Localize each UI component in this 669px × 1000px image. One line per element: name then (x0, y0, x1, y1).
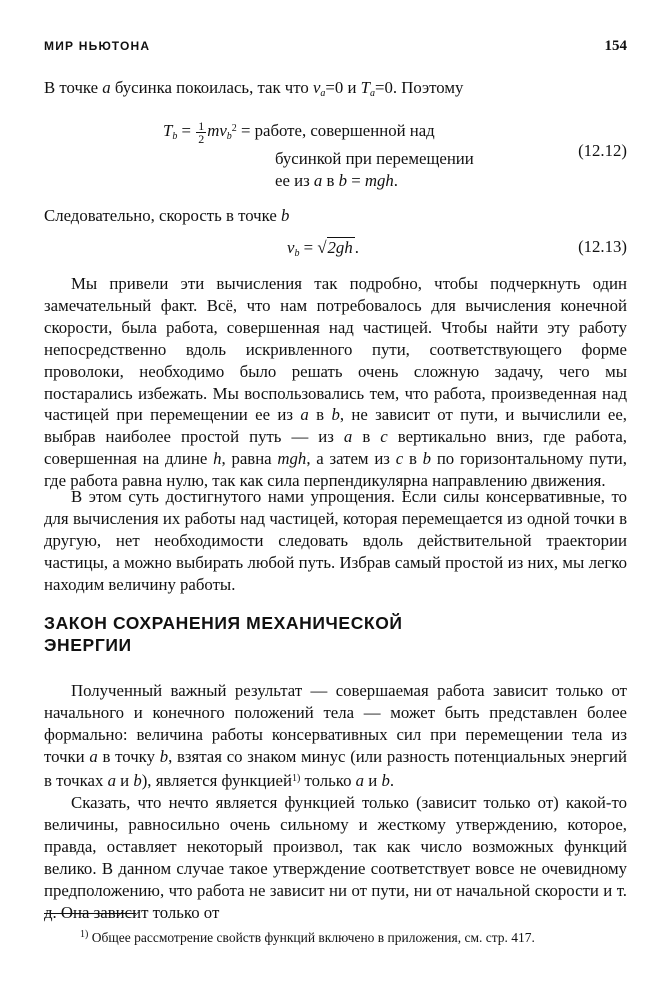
equation-number-12-12: (12.12) (578, 141, 627, 160)
section-title: ЗАКОН СОХРАНЕНИЯ МЕХАНИЧЕСКОЙ ЭНЕРГИИ (44, 613, 403, 655)
running-title: МИР НЬЮТОНА (44, 39, 151, 53)
paragraph-1: Мы привели эти вычисления так подробно, чтобы подчеркнуть один замечательный факт. Всё, что нам потребовалось для вычисления конечной скорости, была работа, совершенная над частицей. Чтобы найти эту работу непосредственно вдоль искривленного пути, соответствующего форме проволоки, необходимо было решать очень сложную задачу, чего мы постарались избежать. Мы воспользовались тем, что работа, произведенная над частицей при перемещении ее из a в b, не зависит от пути, и вычислили ее, выбрав наиболее простой путь — из a в c вертикально вниз, где работа, совершенная на длине h, равна mgh, а затем из c в b по горизонтальному пути, где работа равна нулю, так как сила перпендикулярна направлению движения. (44, 274, 627, 491)
equation-12-13: $v_b = √2gh$ . (287, 238, 359, 259)
footnote-divider (44, 913, 136, 914)
equation-number-12-13: (12.13) (578, 237, 627, 256)
equation-12-12: $T_b$ = $\frac{1}{2}$ $mv_b^2$ = работе, совершенной над бусинкой при перемещении ее из a в b = mgh. (163, 118, 474, 190)
consequently-line: Следовательно, скорость в точке b (44, 206, 290, 225)
paragraph-3: Полученный важный результат — совершаемая работа зависит только от начального и конечного положений тела — может быть представлен более формально: величина работы консервативных сил при перемещении тела из точки a в точку b, взятая со знаком минус (или разность потенциальных энергий в точках a и b), является функцией$^{1)}$ только a и b. (44, 681, 627, 790)
footnote-reference: 1) (291, 772, 301, 784)
intro-line: В точке a бусинка покоилась, так что $v_a=0$ и $T_a=0$. Поэтому (44, 78, 464, 99)
fraction-one-half: $\frac{1}{2}$ (198, 118, 205, 146)
footnote: $^{1)}$ Общее рассмотрение свойств функций включено в приложения, см. стр. 417. (80, 929, 535, 945)
paragraph-4: Сказать, что нечто является функцией только (зависит только от) какой-то величины, равносильно очень сильному и жесткому утверждению, которое, правда, оставляет некоторый произвол, так как число возможных функций велико. В данном случае такое утверждение соответствует вовсе не очевидному предположению, что работа не зависит ни от пути, ни от начальной скорости и т. д. Она зависит только от (44, 793, 627, 922)
page-number: 154 (604, 38, 627, 54)
page-header (44, 38, 627, 55)
paragraph-2: В этом суть достигнутого нами упрощения. Если силы консервативные, то для вычисления их работы над частицей, которая перемещается из одной точки в другую, нет необходимости следовать вдоль действительной траектории частицы, а можно выбирать любой путь. Избрав самый простой из них, мы легко находим величину работы. (44, 487, 627, 594)
